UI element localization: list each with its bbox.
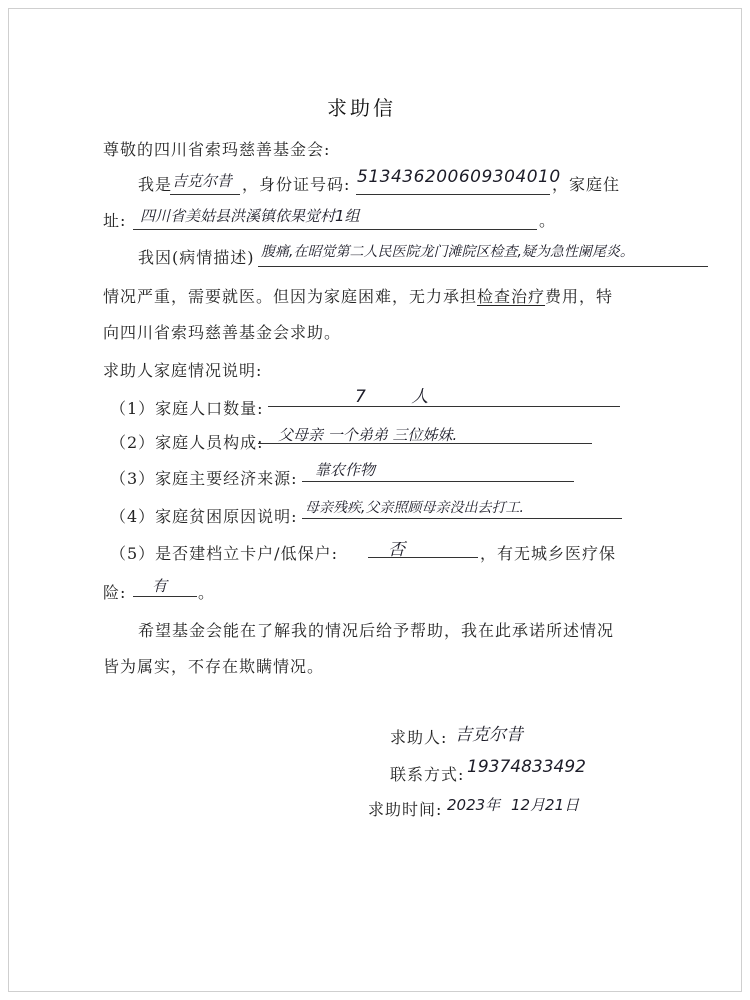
insurance-label: 险: — [103, 583, 127, 602]
address-handwritten: 四川省美姑县洪溪镇依果觉村1组 — [140, 207, 360, 225]
contact-label: 联系方式: — [390, 765, 465, 784]
label-home: ，家庭住 — [552, 175, 621, 194]
underlined-expense-type: 检查治疗 — [477, 287, 546, 306]
family-item-5-tail: ，有无城乡医疗保 — [480, 544, 617, 563]
family-item-2-label: （2）家庭人员构成: — [110, 433, 264, 452]
label-address: 址: — [103, 211, 127, 230]
requester-name-handwritten: 吉克尔昔 — [172, 172, 233, 190]
label-id-number: ，身份证号码: — [242, 175, 351, 194]
family-item-3-label: （3）家庭主要经济来源: — [110, 469, 298, 488]
family-item-1-value: 7 人 — [355, 387, 449, 407]
family-item-5-underline — [368, 557, 478, 558]
illness-text-line3: 向四川省索玛慈善基金会求助。 — [103, 323, 342, 342]
name-underline — [170, 194, 240, 195]
label-illness: 我因(病情描述) — [138, 248, 255, 267]
family-item-3-underline — [302, 481, 574, 482]
label-me: 我是 — [138, 175, 173, 194]
letter-title: 求助信 — [327, 96, 396, 120]
insurance-end: 。 — [198, 583, 216, 602]
family-item-4-label: （4）家庭贫困原因说明: — [110, 507, 298, 526]
date-label: 求助时间: — [368, 800, 443, 819]
contact-value: 19374833492 — [467, 757, 586, 777]
illness-description-handwritten: 腹痛,在昭觉第二人民医院龙门滩院区检查,疑为急性阑尾炎。 — [261, 244, 634, 260]
illness-text-line2b: 费用，特 — [545, 287, 614, 306]
requester-label: 求助人: — [390, 728, 448, 747]
requester-signature: 吉克尔昔 — [455, 725, 523, 745]
id-underline — [356, 194, 550, 195]
family-heading: 求助人家庭情况说明: — [103, 361, 263, 380]
illness-text-line2a: 情况严重，需要就医。但因为家庭困难，无力承担 — [103, 287, 478, 306]
illness-text-a — [103, 284, 613, 307]
closing-line-1: 希望基金会能在了解我的情况后给予帮助，我在此承诺所述情况 — [138, 621, 615, 640]
family-item-1-label: （1）家庭人口数量: — [110, 399, 264, 418]
family-item-5-label: （5）是否建档立卡户/低保户: — [110, 544, 338, 563]
insurance-value: 有 — [152, 577, 168, 595]
address-underline — [133, 229, 537, 230]
address-period: 。 — [539, 211, 557, 230]
family-item-2-value: 父母亲 一个弟弟 三位姊妹. — [278, 426, 458, 444]
closing-line-2: 皆为属实，不存在欺瞒情况。 — [103, 657, 325, 676]
family-item-4-value: 母亲残疾,父亲照顾母亲没出去打工. — [305, 500, 524, 516]
id-number-handwritten: 513436200609304010 — [357, 167, 561, 187]
insurance-underline — [133, 596, 197, 597]
family-item-5-value: 否 — [388, 540, 405, 560]
salutation: 尊敬的四川省索玛慈善基金会: — [103, 140, 331, 159]
date-value: 2023年 12月21日 — [447, 796, 580, 814]
family-item-4-underline — [302, 518, 622, 519]
family-item-3-value: 靠农作物 — [315, 461, 376, 479]
illness-underline — [258, 266, 708, 267]
